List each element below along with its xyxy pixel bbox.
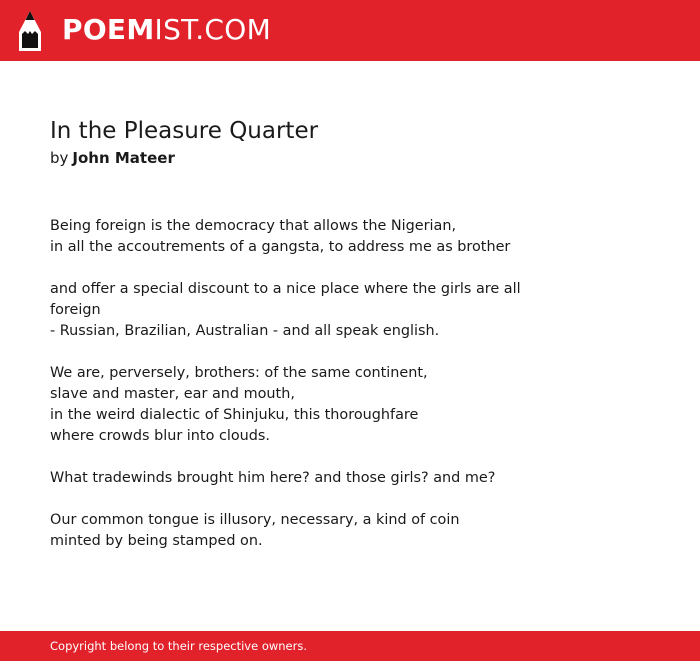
poem-stanza (50, 216, 650, 258)
logo-bold-text: POEM (62, 13, 155, 46)
poem-content (50, 116, 650, 573)
site-logo[interactable] (62, 12, 271, 48)
pencil-tip-icon[interactable] (17, 10, 43, 52)
poem-stanza (50, 468, 650, 489)
poem-stanza (50, 363, 650, 447)
byline-prefix: by (50, 149, 69, 167)
logo-light-text: IST.COM (154, 13, 272, 46)
poem-line: Being foreign is the democracy that allows the Nigerian, (50, 218, 457, 234)
byline (50, 148, 650, 168)
copyright-text: Copyright belong to their respective owners. (50, 639, 308, 653)
poem-line: in all the accoutrements of a gangsta, to address me as brother (50, 239, 511, 255)
poem-line: in the weird dialectic of Shinjuku, this thoroughfare (50, 407, 419, 423)
poem-line: where crowds blur into clouds. (50, 428, 270, 444)
poem-line: Our common tongue is illusory, necessary, a kind of coin (50, 512, 460, 528)
poem-line: minted by being stamped on. (50, 533, 263, 549)
poem-line: and offer a special discount to a nice place where the girls are all (50, 281, 521, 297)
poem-line: What tradewinds brought him here? and those girls? and me? (50, 470, 496, 486)
site-header (0, 0, 700, 61)
poem-line: We are, perversely, brothers: of the same continent, (50, 365, 428, 381)
poem-line: foreign (50, 302, 101, 318)
poem-body (50, 216, 650, 552)
poem-line: - Russian, Brazilian, Australian - and all speak english. (50, 323, 440, 339)
author-name: John Mateer (72, 149, 175, 167)
poem-stanza (50, 279, 650, 342)
poem-title: In the Pleasure Quarter (50, 118, 319, 144)
site-footer (0, 631, 700, 661)
poem-line: slave and master, ear and mouth, (50, 386, 295, 402)
poem-stanza (50, 510, 650, 552)
